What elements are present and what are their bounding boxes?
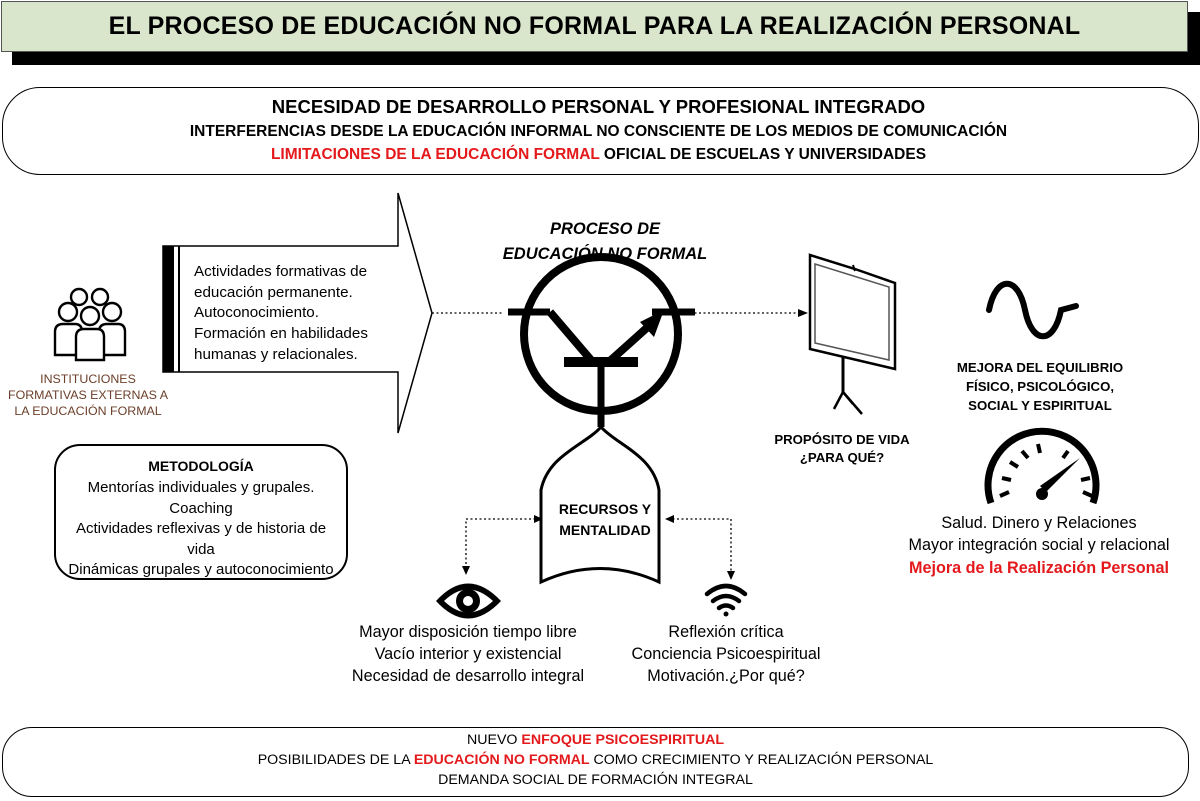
approach-line-1-a: NUEVO xyxy=(467,732,522,748)
page-title-text: EL PROCESO DE EDUCACIÓN NO FORMAL PARA LA REALIZACIÓN PERSONAL xyxy=(108,12,1081,40)
institutions-label xyxy=(0,371,176,419)
purpose-line-1: PROPÓSITO DE VIDA xyxy=(774,432,910,447)
results-line-2: Mayor integración social y relacional xyxy=(908,536,1170,555)
arrow-activities-text xyxy=(194,262,404,366)
needs-line-3-red: LIMITACIONES DE LA EDUCACIÓN FORMAL xyxy=(270,146,600,163)
institutions-line: FORMATIVAS EXTERNAS A xyxy=(8,388,168,402)
resources-line-2: MENTALIDAD xyxy=(559,522,651,538)
resources-line-1: RECURSOS Y xyxy=(558,501,652,517)
institutions-line: LA EDUCACIÓN FORMAL xyxy=(14,404,162,418)
approach-line-1-red: ENFOQUE PSICOESPIRITUAL xyxy=(521,732,724,748)
projector-screen-icon xyxy=(810,255,895,414)
eye-list-item: Vacío interior y existencial xyxy=(374,645,562,664)
eye-list-item: Mayor disposición tiempo libre xyxy=(359,623,577,641)
methodology-item: Mentorías individuales y grupales. xyxy=(87,479,315,496)
approach-line-2-a: POSIBILIDADES DE LA xyxy=(257,752,414,768)
wifi-icon xyxy=(707,586,745,617)
wifi-list-item: Motivación.¿Por qué? xyxy=(647,667,805,686)
needs-line-2: INTERFERENCIAS DESDE LA EDUCACIÓN INFORMAL NO CONSCIENTE DE LOS MEDIOS DE COMUNICACIÓN xyxy=(189,123,1008,140)
sine-wave-icon xyxy=(989,284,1076,337)
eye-list-item: Necesidad de desarrollo integral xyxy=(351,667,585,686)
resources-label xyxy=(544,499,666,541)
methodology-item: vida xyxy=(187,540,215,558)
arrow-line: Formación en habilidades xyxy=(194,325,368,343)
methodology-title: METODOLOGÍA xyxy=(148,458,254,474)
process-title xyxy=(480,217,730,267)
needs-line-3-rest: OFICIAL DE ESCUELAS Y UNIVERSIDADES xyxy=(599,146,927,163)
results-list xyxy=(880,512,1198,579)
transistor-icon xyxy=(508,257,695,427)
balance-line: SOCIAL Y ESPIRITUAL xyxy=(968,398,1112,413)
methodology-item: Actividades reflexivas y de historia de xyxy=(75,520,327,538)
process-title-line-2: EDUCACIÓN NO FORMAL xyxy=(502,245,708,263)
purpose-label xyxy=(752,431,932,467)
institutions-line: INSTITUCIONES xyxy=(40,372,136,386)
balance-line: MEJORA DEL EQUILIBRIO xyxy=(956,360,1124,375)
wifi-list xyxy=(612,621,840,688)
needs-line-1: NECESIDAD DE DESARROLLO PERSONAL Y PROFESIONAL INTEGRADO xyxy=(271,96,926,117)
wifi-list-item: Conciencia Psicoespiritual xyxy=(631,645,821,664)
balance-line: FÍSICO, PSICOLÓGICO, xyxy=(965,379,1114,394)
eye-list xyxy=(330,621,606,688)
wifi-list-item: Reflexión crítica xyxy=(668,623,784,641)
eye-icon xyxy=(436,584,501,619)
arrow-line: educación permanente. xyxy=(194,283,353,301)
results-line-1: Salud. Dinero y Relaciones xyxy=(941,514,1137,532)
approach-line-2-b: COMO CRECIMIENTO Y REALIZACIÓN PERSONAL xyxy=(589,752,934,768)
methodology-item: Dinámicas grupales y autoconocimiento xyxy=(68,561,334,579)
process-title-line-1: PROCESO DE xyxy=(549,220,661,238)
methodology-list xyxy=(54,478,348,581)
arrow-line: Actividades formativas de xyxy=(194,263,368,280)
approach-line-1 xyxy=(2,732,1189,748)
speedometer-icon xyxy=(988,431,1096,503)
approach-line-2 xyxy=(2,752,1189,768)
people-group-icon xyxy=(55,289,125,360)
approach-line-2-red: EDUCACIÓN NO FORMAL xyxy=(413,752,590,768)
balance-label xyxy=(935,358,1145,415)
methodology-item: Coaching xyxy=(169,499,233,517)
arrow-line: Autoconocimiento. xyxy=(194,304,319,322)
purpose-line-2: ¿PARA QUÉ? xyxy=(799,450,885,465)
results-line-3: Mejora de la Realización Personal xyxy=(909,558,1169,577)
approach-line-3: DEMANDA SOCIAL DE FORMACIÓN INTEGRAL xyxy=(438,772,753,788)
arrow-line: humanas y relacionales. xyxy=(194,345,358,363)
